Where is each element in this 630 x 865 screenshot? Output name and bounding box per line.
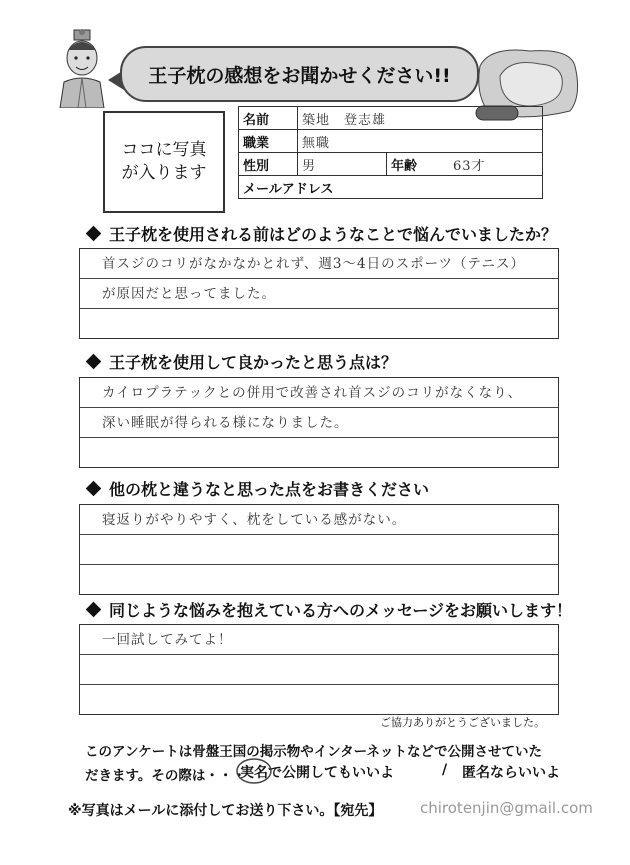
answer-line xyxy=(80,438,558,467)
answer-text: 寝返りがやりやすく、枕をしている感がない。 xyxy=(102,512,407,528)
consent-separator: / xyxy=(442,762,448,778)
photo-placeholder-line2: が入ります xyxy=(121,163,207,183)
gender-field[interactable]: 男 xyxy=(298,153,387,176)
answer-line xyxy=(80,309,558,338)
answer-line xyxy=(80,279,558,309)
age-label: 年齢 xyxy=(387,153,450,176)
answer-line xyxy=(80,535,558,565)
answer-line xyxy=(80,685,558,714)
diamond-bullet-icon xyxy=(86,354,102,370)
answer-line xyxy=(80,655,558,685)
answer-line xyxy=(80,378,558,408)
question-3-text: 他の枕と違うなと思った点をお書きください xyxy=(109,480,430,499)
real-name-option-label: 実名で公開してもいいよ xyxy=(240,765,394,781)
question-3-answer-box[interactable] xyxy=(79,504,559,595)
job-label: 職業 xyxy=(239,130,298,153)
answer-line xyxy=(80,505,558,535)
photo-placeholder-line1: ココに写真 xyxy=(121,140,207,161)
respondent-info-table xyxy=(238,106,543,199)
question-3-title xyxy=(88,477,429,500)
page-title: 王子枕の感想をお聞かせください!! xyxy=(120,46,479,102)
answer-text: 深い睡眠が得られる様になりました。 xyxy=(102,415,349,431)
question-4-text: 同じような悩みを抱えている方へのメッセージをお願いします！ xyxy=(109,601,573,620)
answer-line xyxy=(80,565,558,594)
answer-text: 一回試してみてよ！ xyxy=(102,632,233,648)
question-4-title xyxy=(88,598,572,621)
publication-note-line1: このアンケートは骨盤王国の掲示物やインターネットなどで公開させていた xyxy=(85,744,542,760)
email-label: メールアドレス xyxy=(243,181,334,197)
answer-text: カイロプラテックとの併用で改善され首スジのコリがなくなり、 xyxy=(102,385,523,401)
diamond-bullet-icon xyxy=(86,226,102,242)
consent-anonymous-option[interactable]: 匿名ならいいよ xyxy=(462,765,560,781)
thanks-text: ご協力ありがとうございました。 xyxy=(380,716,545,729)
age-field[interactable]: 63才 xyxy=(449,153,543,176)
question-1-text: 王子枕を使用される前はどのようなことで悩んでいましたか？ xyxy=(109,225,558,244)
question-2-text: 王子枕を使用して良かったと思う点は？ xyxy=(109,353,398,372)
name-label: 名前 xyxy=(239,107,298,130)
name-field[interactable]: 築地 登志雄 xyxy=(298,107,543,130)
destination-email[interactable]: chirotenjin@gmail.com xyxy=(420,799,593,817)
answer-line xyxy=(80,625,558,655)
selection-circle-mark xyxy=(234,756,274,786)
answer-text: 首スジのコリがなかなかとれず、週3〜4日のスポーツ（テニス） xyxy=(102,256,526,272)
question-2-answer-box[interactable] xyxy=(79,377,559,468)
photo-placeholder xyxy=(103,111,225,213)
answer-line xyxy=(80,408,558,438)
consent-real-name-option[interactable] xyxy=(240,762,394,782)
diamond-bullet-icon xyxy=(86,481,102,497)
email-send-note: ※写真はメールに添付してお送り下さい。【宛先】 xyxy=(68,803,383,819)
answer-line xyxy=(80,249,558,279)
question-1-title xyxy=(88,222,557,245)
publication-note-line2: だきます。その際は・・・ xyxy=(85,768,246,784)
gender-label: 性別 xyxy=(239,153,298,176)
question-1-answer-box[interactable] xyxy=(79,248,559,339)
diamond-bullet-icon xyxy=(86,602,102,618)
question-4-answer-box[interactable] xyxy=(79,624,559,715)
prince-mascot-illustration xyxy=(52,28,112,108)
job-field[interactable]: 無職 xyxy=(298,130,543,153)
answer-text: が原因だと思ってました。 xyxy=(102,286,276,302)
question-2-title xyxy=(88,350,397,373)
